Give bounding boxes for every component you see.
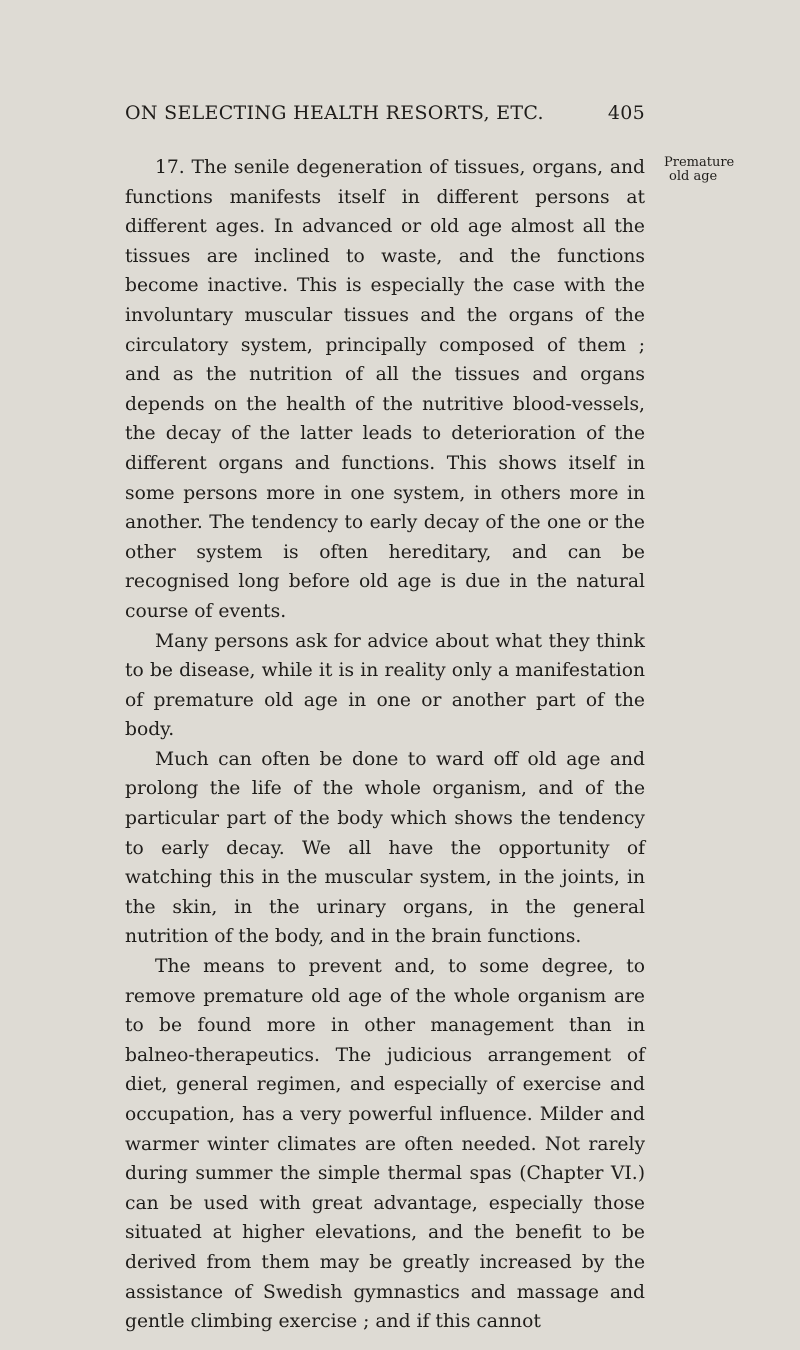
paragraph-3: Much can often be done to ward off old age and prolong the life of the whole organism, and of the particular part of the body which shows the tendency to early decay. We all have the opportunity of watching this in the muscular system, in the joints, in the skin, in the urinary organs, in the general nutrition of the body, and in the brain functions. [125,748,645,948]
paragraph-1: 17. The senile degeneration of tissues, organs, and functions manifests itself in different persons at different ages. In advanced or old age almost all the tissues are inclined to waste, and the functions become inactive. This is especially the case with the involuntary muscular tissues and the organs of the circulatory system, principally composed of them ; and as the nutrition of all the tissues and organs depends on the health of the nutritive blood-vessels, the decay of the latter leads to deterioration of the different organs and functions. This shows itself in some persons more in one system, in others more in another. The tendency to early decay of the one or the other system is often hereditary, and can be recognised long before old age is due in the natural course of events. [125,157,645,622]
running-header [125,102,645,132]
page-number: 405 [607,102,645,124]
paragraph-4: The means to prevent and, to some degree, to remove premature old age of the whole organism are to be found more in other management than in balneo-therapeutics. The judicious arrangement of diet, general regimen, and especially of exercise and occupation, has a very powerful influence. Milder and warmer winter climates are often needed. Not rarely during summer the simple thermal spas (Chapter VI.) can be used with great advantage, especially those situated at higher elevations, and the benefit to be derived from them may be greatly increased by the assistance of Swedish gymnastics and massage and gentle climbing exercise ; and if this cannot [125,956,645,1333]
running-title: ON SELECTING HEALTH RESORTS, ETC. [125,102,544,124]
body-text [125,153,645,1337]
paragraph-2: Many persons ask for advice about what they think to be disease, while it is in reality only a manifestation of premature old age in one or another part of the body. [125,630,645,741]
margin-note-line-2: old age [669,169,718,184]
margin-note-line-1: Premature [664,155,735,170]
margin-note [664,156,754,184]
